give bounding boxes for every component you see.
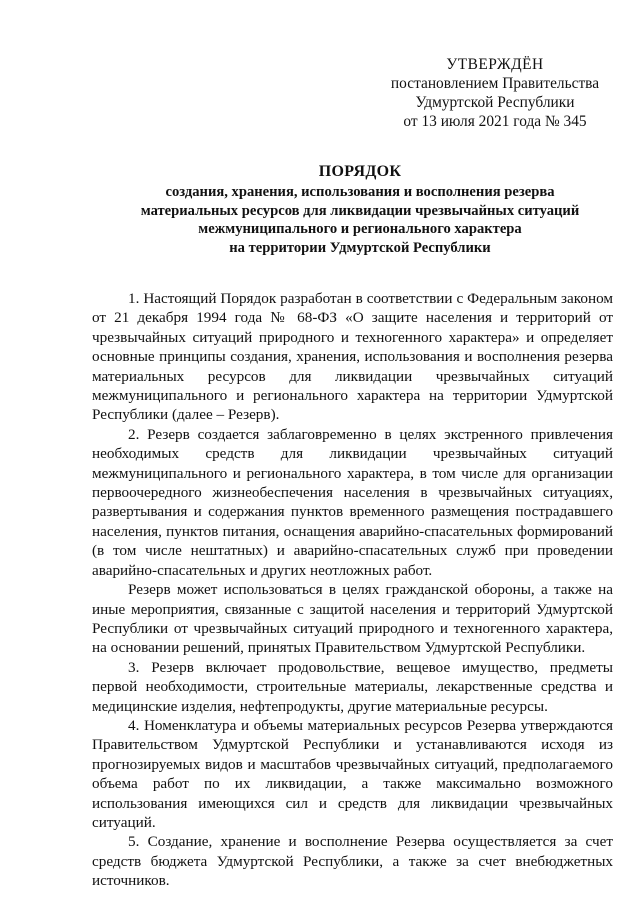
document-subtitle-line: межмуниципального и регионального характера bbox=[198, 221, 522, 238]
document-subtitle-line: материальных ресурсов для ликвидации чрезвычайных ситуаций bbox=[140, 202, 580, 219]
document-subtitle-line: создания, хранения, использования и восполнения резерва bbox=[165, 184, 555, 200]
document-body bbox=[92, 289, 613, 891]
approval-heading: УТВЕРЖДЁН bbox=[446, 56, 544, 73]
paragraph-2: 2. Резерв создается заблаговременно в целях экстренного привлечения необходимых средств для ликвидации чрезвычайных ситуаций межмуниципального и регионального характера, в том числе для организации первоочередного жизнеобеспечения населения в чрезвычайных ситуациях, развертывания и содержания пунктов временного размещения пострадавшего населения, пунктов питания, оснащения аварийно-спасательных формирований (в том числе нештатных) и аварийно-спасательных служб при проведении аварийно-спасательных и других неотложных работ. bbox=[92, 425, 613, 579]
paragraph-2-continued: Резерв может использоваться в целях гражданской обороны, а также на иные мероприятия, связанные с защитой населения и территорий Удмуртской Республики от чрезвычайных ситуаций природного и техногенного характера, на основании решений, принятых Правительством Удмуртской Республики. bbox=[92, 581, 613, 657]
approval-date-line: от 13 июля 2021 года № 345 bbox=[403, 113, 587, 130]
approval-stamp bbox=[372, 55, 618, 131]
document-subtitle-line: на территории Удмуртской Республики bbox=[229, 239, 491, 256]
document-title: ПОРЯДОК bbox=[318, 163, 402, 180]
paragraph-5: 5. Создание, хранение и восполнение Резерва осуществляется за счет средств бюджета Удмуртской Республики, а также за счет внебюджетных источников. bbox=[92, 833, 613, 890]
paragraph-1: 1. Настоящий Порядок разработан в соответствии с Федеральным законом от 21 декабря 1994 года № 68-ФЗ «О защите населения и территорий от чрезвычайных ситуаций природного и техногенного характера» и определяет основные принципы создания, хранения, использования и восполнения резерва материальных ресурсов для ликвидации чрезвычайных ситуаций межмуниципального и регионального характера на территории Удмуртской Республики (далее – Резерв). bbox=[92, 290, 613, 424]
approval-line: постановлением Правительства bbox=[390, 75, 600, 92]
paragraph-3: 3. Резерв включает продовольствие, вещевое имущество, предметы первой необходимости, строительные материалы, лекарственные средства и медицинские изделия, нефтепродукты, другие материальные ресурсы. bbox=[92, 658, 613, 715]
approval-line: Удмуртской Республики bbox=[415, 94, 575, 111]
document-title-block bbox=[92, 161, 628, 257]
paragraph-4: 4. Номенклатура и объемы материальных ресурсов Резерва утверждаются Правительством Удмуртской Республики и устанавливаются исходя из прогнозируемых видов и масштабов чрезвычайных ситуаций, предполагаемого объема работ по их ликвидации, а также максимально возможного использования имеющихся сил и средств для ликвидации чрезвычайных ситуаций. bbox=[92, 716, 613, 831]
